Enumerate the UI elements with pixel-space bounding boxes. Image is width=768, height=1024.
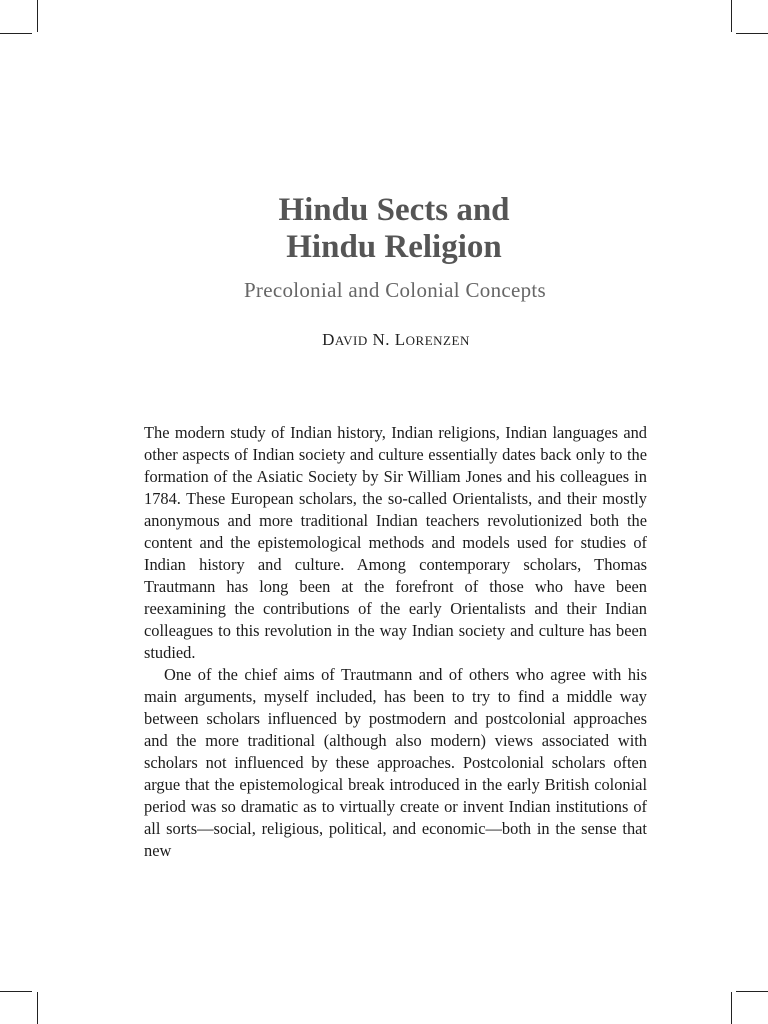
author-last-initial: L [394, 330, 406, 349]
crop-mark-bottom-right-horizontal [736, 991, 768, 992]
author-name [0, 330, 768, 350]
author-first-rest: AVID [334, 333, 368, 348]
crop-mark-bottom-left-vertical [37, 992, 38, 1024]
paragraph-2: One of the chief aims of Trautmann and of others who agree with his main arguments, myself included, has been to try to find a middle way between scholars influenced by postmodern and postcolonial approaches and the more traditional (although also modern) views associated with scholars not influenced by these approaches. Postcolonial scholars often argue that the epistemological break introduced in the early British colonial period was so dramatic as to virtually create or invent Indian institutions of all sorts—social, religious, political, and economic—both in the sense that new [144, 665, 647, 860]
crop-mark-bottom-left-horizontal [0, 991, 32, 992]
chapter-title-line-1: Hindu Sects and [278, 192, 510, 228]
body-text [144, 422, 647, 862]
chapter-subtitle: Precolonial and Colonial Concepts [243, 278, 547, 302]
author-last-rest: ORENZEN [405, 333, 470, 348]
crop-mark-bottom-right-vertical [731, 992, 732, 1024]
chapter-title [0, 192, 768, 266]
author-middle: N. [367, 330, 395, 349]
paragraph-1: The modern study of Indian history, Indian religions, Indian languages and other aspects of Indian society and culture essentially dates back only to the formation of the Asiatic Society by Sir William Jones and his colleagues in 1784. These European scholars, the so-called Orientalists, and their mostly anonymous and more traditional Indian teachers revolutionized both the content and the epistemological methods and models used for studies of Indian history and culture. Among contemporary scholars, Thomas Trautmann has long been at the forefront of those who have been reexamining the contributions of the early Orientalists and their Indian colleagues to this revolution in the way Indian society and culture has been studied. [144, 423, 647, 662]
crop-mark-top-left-vertical [37, 0, 38, 32]
crop-mark-top-right-vertical [731, 0, 732, 32]
author-first-initial: D [322, 330, 335, 349]
crop-mark-top-left-horizontal [0, 33, 32, 34]
chapter-title-line-2: Hindu Religion [286, 229, 502, 265]
crop-mark-top-right-horizontal [736, 33, 768, 34]
